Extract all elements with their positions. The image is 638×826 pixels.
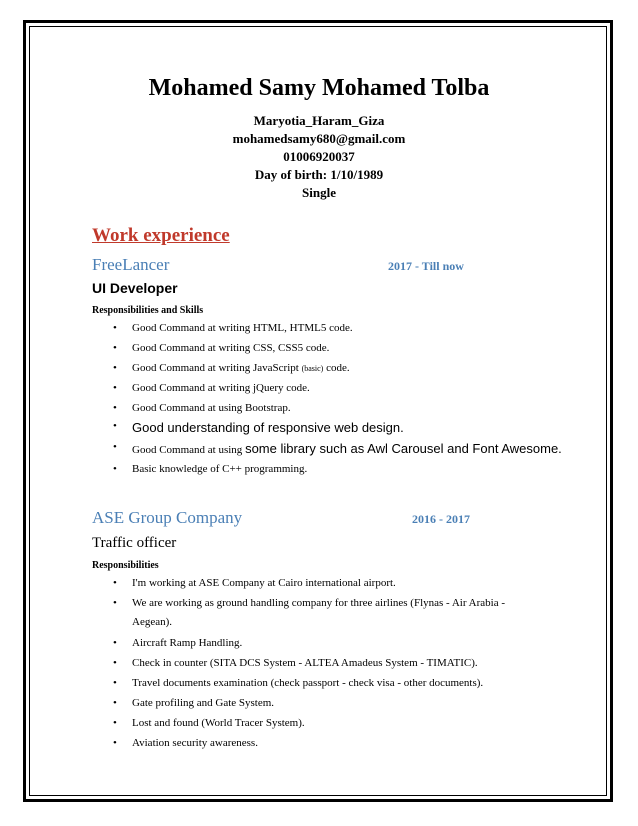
job-header-ase-group bbox=[92, 508, 512, 530]
responsibilities-heading: Responsibilities and Skills bbox=[92, 305, 204, 316]
email: mohamedsamy680@gmail.com bbox=[232, 131, 406, 146]
list-item: • Gate profiling and Gate System. bbox=[113, 697, 275, 709]
job-header-freelancer bbox=[92, 255, 512, 277]
section-title-work-experience: Work experience bbox=[92, 225, 230, 246]
list-item: • Aircraft Ramp Handling. bbox=[113, 637, 243, 649]
candidate-name: Mohamed Samy Mohamed Tolba bbox=[148, 75, 490, 101]
contact-block bbox=[0, 112, 638, 202]
job-role: UI Developer bbox=[92, 280, 178, 296]
list-item: • Good Command at writing HTML, HTML5 code. bbox=[113, 322, 353, 334]
job-dates: 2017 - Till now bbox=[388, 259, 464, 273]
list-item: • Good Command at using some library such as Awl Carousel and Font Awesome. bbox=[113, 441, 562, 456]
list-item: • Good Command at using Bootstrap. bbox=[113, 402, 291, 414]
job-dates: 2016 - 2017 bbox=[412, 512, 470, 526]
list-item: • Good Command at writing CSS, CSS5 code. bbox=[113, 342, 330, 354]
skills-list bbox=[112, 322, 562, 483]
list-item: • Good understanding of responsive web design. bbox=[113, 420, 404, 435]
responsibilities-list bbox=[112, 577, 505, 757]
list-item-continuation: Aegean). bbox=[132, 616, 173, 628]
list-item: • I'm working at ASE Company at Cairo international airport. bbox=[113, 577, 396, 589]
company-name: ASE Group Company bbox=[92, 508, 243, 527]
list-item: • Good Command at writing JavaScript (basic) code. bbox=[113, 362, 350, 374]
list-item: • Aviation security awareness. bbox=[113, 737, 258, 749]
address: Maryotia_Haram_Giza bbox=[253, 113, 385, 128]
list-item: • Lost and found (World Tracer System). bbox=[113, 717, 305, 729]
list-item: • Check in counter (SITA DCS System - ALTEA Amadeus System - TIMATIC). bbox=[113, 657, 478, 669]
list-item: • Travel documents examination (check passport - check visa - other documents). bbox=[113, 677, 484, 689]
list-item: • We are working as ground handling company for three airlines (Flynas - Air Arabia - bbox=[113, 597, 506, 609]
date-of-birth: Day of birth: 1/10/1989 bbox=[254, 167, 384, 182]
phone: 01006920037 bbox=[283, 149, 355, 164]
responsibilities-heading: Responsibilities bbox=[92, 560, 159, 571]
list-item: • Basic knowledge of C++ programming. bbox=[113, 463, 308, 475]
marital-status: Single bbox=[302, 185, 336, 200]
company-name: FreeLancer bbox=[92, 255, 170, 274]
job-role: Traffic officer bbox=[92, 535, 177, 551]
list-item: • Good Command at writing jQuery code. bbox=[113, 382, 310, 394]
